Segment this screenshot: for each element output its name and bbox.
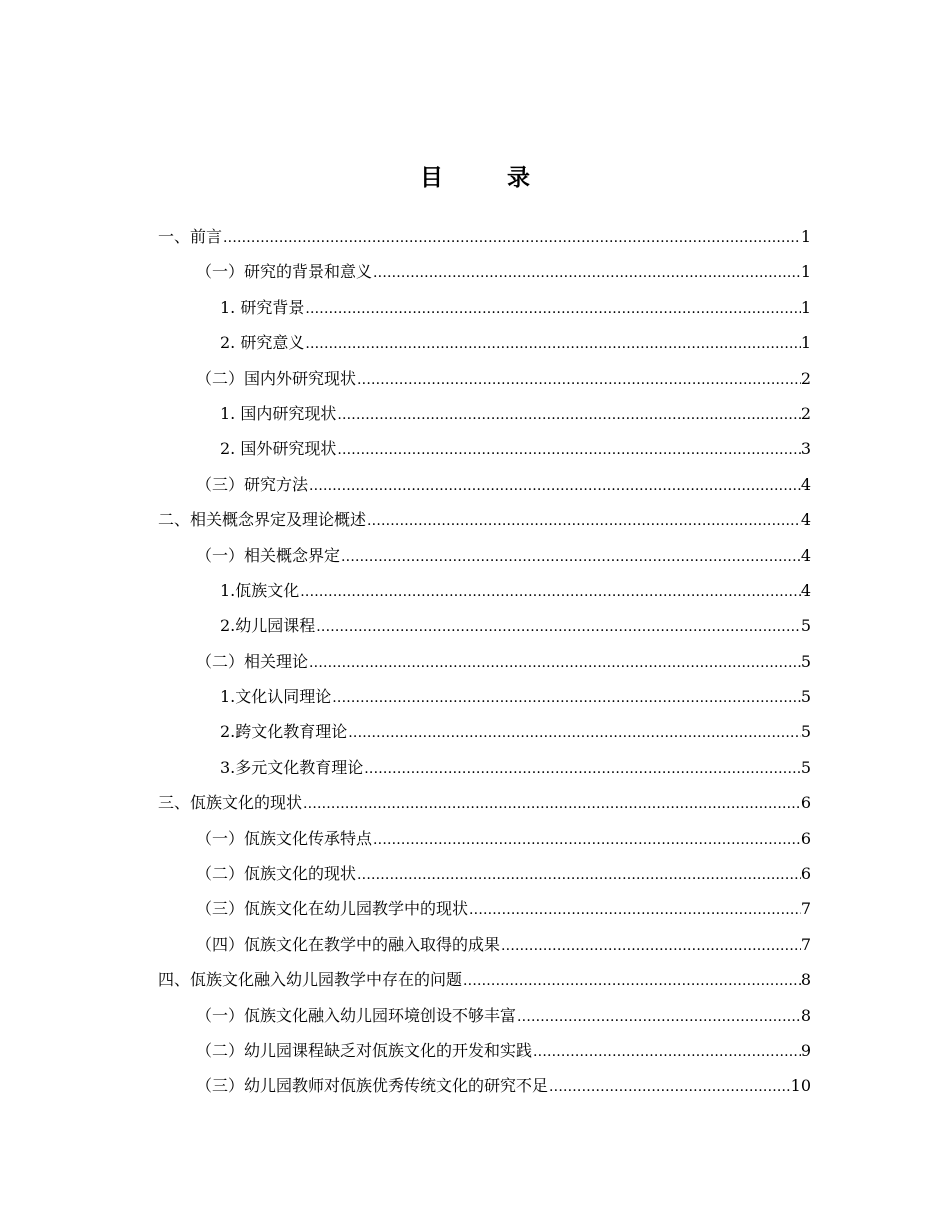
toc-entry[interactable] [158,254,811,289]
toc-page-number: 8 [800,970,811,990]
toc-entry[interactable] [158,821,811,856]
toc-dot-leader [532,1035,801,1070]
toc-entry[interactable] [158,219,811,254]
toc-entry-text: 1.佤族文化 [220,580,300,600]
toc-dot-leader [336,433,800,468]
toc-page-number: 4 [800,474,811,494]
toc-entry[interactable] [158,608,811,643]
toc-page-number: 5 [800,616,811,636]
toc-entry[interactable] [158,325,811,360]
toc-page-number: 2 [800,368,811,388]
toc-dot-leader [304,292,800,327]
toc-entry[interactable] [158,927,811,962]
toc-dot-leader [372,256,801,291]
toc-dot-leader [548,1070,791,1105]
toc-page-number: 1 [800,297,811,317]
toc-entry[interactable] [158,431,811,466]
toc-dot-leader [336,398,800,433]
toc-entry[interactable] [158,891,811,926]
table-of-contents [158,219,811,1104]
toc-page-number: 7 [800,934,811,954]
toc-entry[interactable] [158,1033,811,1068]
toc-page-number: 4 [800,510,811,530]
toc-entry-text: 2.跨文化教育理论 [220,722,348,742]
toc-entry-text: （一）佤族文化传承特点 [196,828,373,848]
toc-page-number: 6 [800,828,811,848]
toc-dot-leader [366,504,801,539]
toc-page-number: 6 [800,793,811,813]
toc-entry-text: （三）佤族文化在幼儿园教学中的现状 [196,899,469,919]
toc-entry-text: 1.文化认同理论 [220,687,332,707]
toc-dot-leader [500,929,801,964]
toc-page-number: 1 [800,262,811,282]
toc-entry-text: 一、前言 [158,227,223,246]
toc-page-number: 5 [800,722,811,742]
toc-dot-leader [372,823,801,858]
toc-page-number: 5 [800,651,811,671]
toc-entry[interactable] [158,962,811,997]
toc-dot-leader [331,681,801,716]
toc-page-number: 7 [800,899,811,919]
page-title: 目 录 [419,165,558,192]
toc-page-number: 3 [800,439,811,459]
toc-entry[interactable] [158,679,811,714]
toc-entry-text: （一）佤族文化融入幼儿园环境创设不够丰富 [196,1005,517,1025]
toc-entry[interactable] [158,856,811,891]
toc-dot-leader [356,858,801,893]
toc-dot-leader [363,752,801,787]
toc-page-number: 9 [800,1040,811,1060]
toc-entry-text: 2.幼儿园课程 [220,616,316,636]
toc-entry-text: 2. 研究意义 [220,333,305,353]
toc-dot-leader [299,575,801,610]
toc-dot-leader [308,469,801,504]
toc-dot-leader [468,893,801,928]
toc-entry-text: （二）佤族文化的现状 [196,864,357,884]
toc-entry[interactable] [158,502,811,537]
toc-entry-text: （二）国内外研究现状 [196,368,357,388]
toc-dot-leader [462,964,801,999]
toc-entry-text: 二、相关概念界定及理论概述 [158,510,367,530]
toc-entry-text: 1. 研究背景 [220,297,305,317]
toc-dot-leader [340,540,801,575]
toc-page-number: 10 [790,1076,811,1096]
toc-entry[interactable] [158,998,811,1033]
toc-page-number: 4 [800,545,811,565]
toc-page-number: 5 [800,757,811,777]
toc-page-number: 4 [800,580,811,600]
toc-entry[interactable] [158,573,811,608]
toc-entry-text: 1. 国内研究现状 [220,403,337,423]
toc-dot-leader [356,363,801,398]
toc-dot-leader [315,610,801,645]
toc-entry[interactable] [158,1068,811,1103]
toc-entry[interactable] [158,538,811,573]
toc-page-number: 6 [800,864,811,884]
toc-entry-text: （二）幼儿园课程缺乏对佤族文化的开发和实践 [196,1040,533,1060]
toc-entry-text: （一）研究的背景和意义 [196,262,373,282]
toc-entry[interactable] [158,785,811,820]
toc-entry[interactable] [158,290,811,325]
toc-dot-leader [304,327,800,362]
toc-page-number: 2 [800,403,811,423]
toc-page-number: 5 [800,687,811,707]
toc-dot-leader [347,716,801,751]
toc-entry[interactable] [158,467,811,502]
toc-dot-leader [222,221,801,256]
toc-entry-text: （三）幼儿园教师对佤族优秀传统文化的研究不足 [196,1076,549,1096]
toc-entry-text: 三、佤族文化的现状 [158,793,303,813]
toc-entry[interactable] [158,644,811,679]
toc-entry-text: （三）研究方法 [196,474,309,494]
toc-dot-leader [308,646,801,681]
toc-page-number: 8 [800,1005,811,1025]
toc-entry-text: 2. 国外研究现状 [220,439,337,459]
toc-entry-text: （一）相关概念界定 [196,545,341,565]
toc-entry-text: 四、佤族文化融入幼儿园教学中存在的问题 [158,970,463,990]
toc-page-number: 1 [800,227,811,246]
toc-entry[interactable] [158,396,811,431]
toc-entry-text: （二）相关理论 [196,651,309,671]
toc-entry[interactable] [158,750,811,785]
toc-page-number: 1 [800,333,811,353]
toc-dot-leader [302,787,801,822]
toc-entry-text: 3.多元文化教育理论 [220,757,364,777]
toc-entry[interactable] [158,714,811,749]
toc-entry-text: （四）佤族文化在教学中的融入取得的成果 [196,934,501,954]
toc-dot-leader [516,1000,801,1035]
toc-entry[interactable] [158,361,811,396]
